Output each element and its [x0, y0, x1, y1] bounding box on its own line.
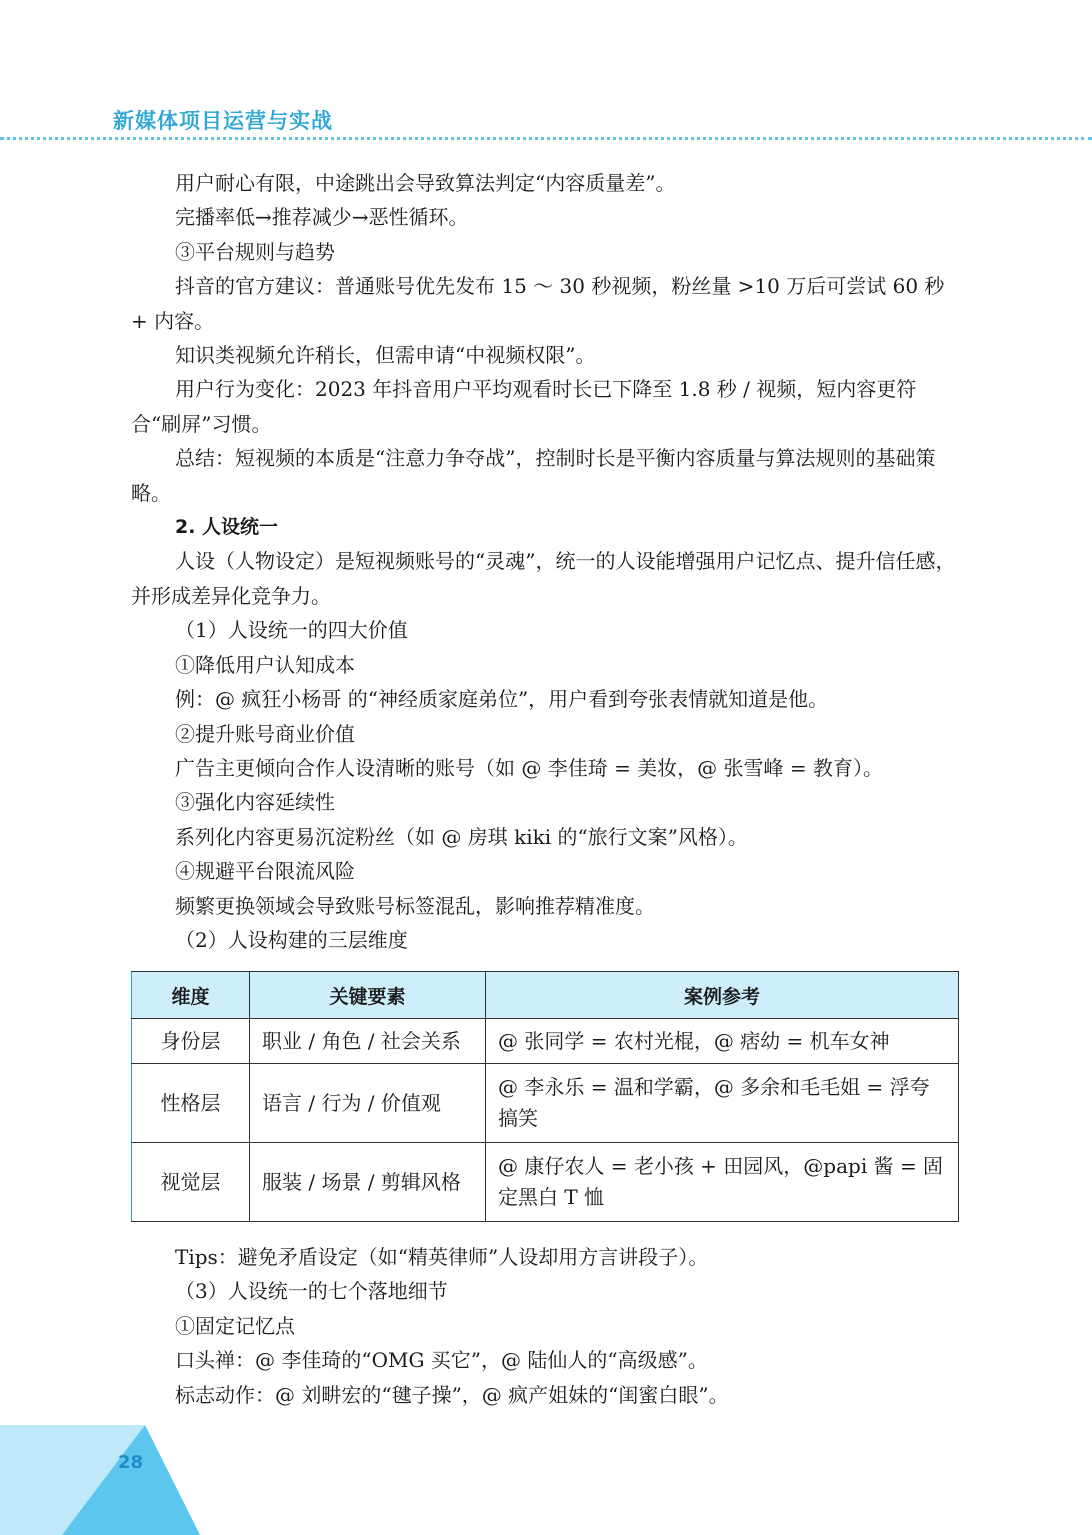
- running-header-title: 新媒体项目运营与实战: [113, 109, 333, 133]
- table-row: [132, 1064, 959, 1143]
- table-header-cell: 关键要素: [250, 972, 486, 1019]
- subheading: （2）人设构建的三层维度: [175, 927, 408, 952]
- table-cell: @ 康仔农人 = 老小孩 + 田园风，@papi 酱 = 固定黑白 T 恤: [486, 1143, 959, 1222]
- paragraph: 抖音的官方建议：普通账号优先发布 15 ～ 30 秒视频，粉丝量 >10 万后可尝试 60 秒 + 内容。: [131, 274, 945, 333]
- paragraph: 知识类视频允许稍长，但需申请“中视频权限”。: [175, 343, 596, 368]
- header-dotted-rule: [0, 137, 1092, 140]
- paragraph: 人设（人物设定）是短视频账号的“灵魂”，统一的人设能增强用户记忆点、提升信任感，并形成差异化竞争力。: [131, 549, 956, 608]
- table-cell: 服装 / 场景 / 剪辑风格: [250, 1143, 486, 1222]
- table-cell: 身份层: [132, 1019, 250, 1064]
- table-row: [132, 1143, 959, 1222]
- table-cell: 语言 / 行为 / 价值观: [250, 1064, 486, 1143]
- table-cell: 视觉层: [132, 1143, 250, 1222]
- page-number: 28: [118, 1452, 144, 1473]
- paragraph: 例：@ 疯狂小杨哥 的“神经质家庭弟位”，用户看到夸张表情就知道是他。: [175, 687, 829, 712]
- subheading: ③强化内容延续性: [175, 790, 335, 815]
- corner-decoration: [0, 1425, 200, 1535]
- paragraph: 总结：短视频的本质是“注意力争夺战”，控制时长是平衡内容质量与算法规则的基础策略。: [131, 446, 936, 505]
- table-cell: @ 李永乐 = 温和学霸，@ 多余和毛毛姐 = 浮夸搞笑: [486, 1064, 959, 1143]
- table-row: [132, 1019, 959, 1064]
- paragraph: 系列化内容更易沉淀粉丝（如 @ 房琪 kiki 的“旅行文案”风格）。: [175, 824, 748, 849]
- subheading: ④规避平台限流风险: [175, 859, 355, 884]
- paragraph: 广告主更倾向合作人设清晰的账号（如 @ 李佳琦 = 美妆，@ 张雪峰 = 教育）。: [175, 755, 884, 780]
- subheading: （1）人设统一的四大价值: [175, 618, 408, 643]
- table-cell: 性格层: [132, 1064, 250, 1143]
- table-header-row: [132, 972, 959, 1019]
- paragraph: 完播率低→推荐减少→恶性循环。: [175, 205, 469, 230]
- table-cell: 职业 / 角色 / 社会关系: [250, 1019, 486, 1064]
- subheading: ①固定记忆点: [175, 1313, 295, 1338]
- paragraph: 用户耐心有限，中途跳出会导致算法判定“内容质量差”。: [175, 171, 676, 195]
- subheading: ①降低用户认知成本: [175, 652, 355, 677]
- paragraph: 口头禅：@ 李佳琦的“OMG 买它”，@ 陆仙人的“高级感”。: [175, 1348, 708, 1373]
- section-heading: 2. 人设统一: [175, 516, 279, 539]
- table-header-cell: 维度: [132, 972, 250, 1019]
- paragraph: 标志动作：@ 刘畊宏的“毽子操”，@ 疯产姐妹的“闺蜜白眼”。: [175, 1382, 729, 1407]
- table-header-cell: 案例参考: [486, 972, 959, 1019]
- body-text: [131, 166, 958, 957]
- paragraph: 用户行为变化：2023 年抖音用户平均观看时长已下降至 1.8 秒 / 视频，短内容更符合“刷屏”习惯。: [131, 377, 917, 436]
- body-text-continued: [131, 1240, 958, 1412]
- table-cell: @ 张同学 = 农村光棍，@ 痞幼 = 机车女神: [486, 1019, 959, 1064]
- subheading: ②提升账号商业价值: [175, 721, 355, 746]
- persona-dimensions-table: [131, 971, 959, 1222]
- subheading: ③平台规则与趋势: [175, 239, 335, 264]
- subheading: （3）人设统一的七个落地细节: [175, 1279, 448, 1304]
- paragraph: Tips：避免矛盾设定（如“精英律师”人设却用方言讲段子）。: [175, 1245, 709, 1269]
- paragraph: 频繁更换领域会导致账号标签混乱，影响推荐精准度。: [175, 893, 655, 918]
